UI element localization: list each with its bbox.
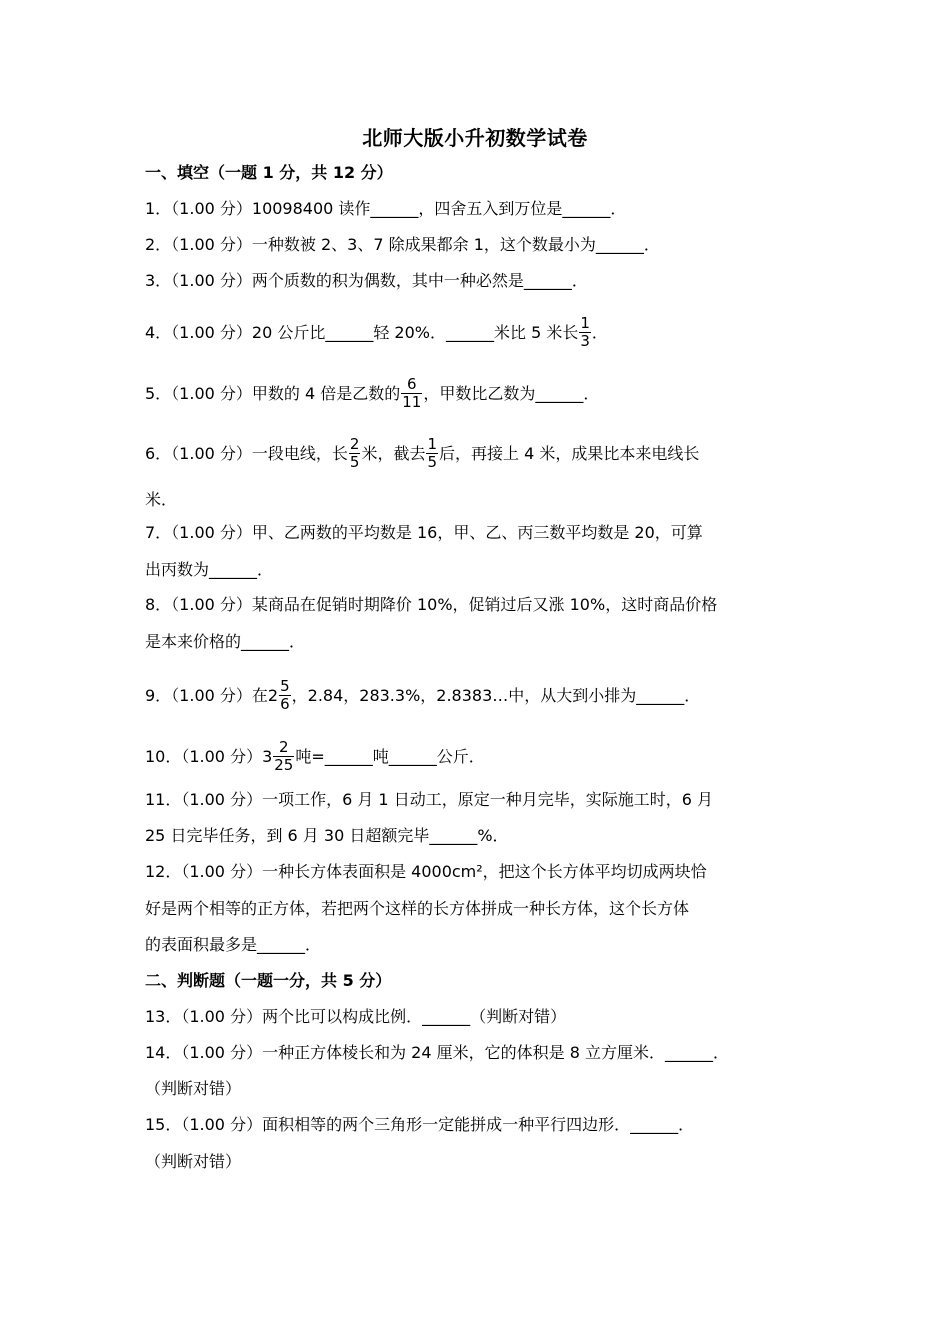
question-14-continued: （判断对错）	[145, 1079, 242, 1098]
question-9-text-b: ，2.84，283.3%，2.8383…中，从大到小排为______．	[291, 686, 701, 705]
mixed-number-whole: 2	[267, 686, 279, 705]
fraction-numerator: 2	[349, 435, 360, 453]
page-title: 北师大版小升初数学试卷	[362, 126, 588, 150]
fraction	[349, 436, 361, 471]
question-12-continued: 好是两个相等的正方体，若把两个这样的长方体拼成一种长方体，这个长方体	[145, 899, 690, 918]
fraction	[401, 376, 422, 411]
question-10-text-b: 吨=______吨______公斤．	[295, 747, 485, 766]
fraction-denominator: 11	[402, 393, 422, 411]
fraction-denominator: 25	[274, 756, 294, 774]
question-8-continued: 是本来价格的______．	[145, 632, 306, 651]
fraction-denominator: 5	[349, 453, 360, 471]
section-heading-fill-in: 一、填空（一题 1 分，共 12 分）	[145, 163, 393, 182]
fraction	[273, 739, 294, 774]
question-7-continued: 出丙数为______．	[145, 560, 274, 579]
question-4	[145, 316, 608, 351]
question-6-text-b: 米，截去	[361, 444, 426, 463]
question-5-text-a: 5．（1.00 分）甲数的 4 倍是乙数的	[145, 384, 401, 403]
question-14: 14．（1.00 分）一种正方体棱长和为 24 厘米，它的体积是 8 立方厘米．______．	[145, 1043, 729, 1062]
question-10-text-a: 10．（1.00 分）	[145, 747, 263, 766]
mixed-number-whole: 3	[262, 747, 273, 766]
question-12: 12．（1.00 分）一种长方体表面积是 4000cm²，把这个长方体平均切成两块恰	[145, 862, 707, 881]
fraction	[279, 678, 291, 713]
question-4-text-a: 4．（1.00 分）20 公斤比______轻 20%．______米比 5 米长	[145, 323, 579, 342]
question-10	[145, 740, 485, 775]
question-11: 11．（1.00 分）一项工作，6 月 1 日动工，原定一种月完毕，实际施工时，6 月	[145, 790, 713, 809]
question-12-continued: 的表面积最多是______．	[145, 935, 322, 954]
question-6-text-c: 后，再接上 4 米，成果比本来电线长	[439, 444, 700, 463]
question-2: 2．（1.00 分）一种数被 2、3、7 除成果都余 1，这个数最小为______．	[145, 235, 660, 254]
question-5-text-b: ，甲数比乙数为______．	[423, 384, 600, 403]
question-4-text-b: ．	[591, 323, 608, 342]
question-1: 1．（1.00 分）10098400 读作______，四舍五入到万位是______．	[145, 199, 627, 218]
fraction-denominator: 3	[580, 332, 590, 350]
question-11-continued: 25 日完毕任务，到 6 月 30 日超额完毕______%．	[145, 826, 509, 845]
question-6-continued: 米．	[145, 490, 178, 509]
fraction	[579, 315, 591, 350]
question-6	[145, 437, 699, 472]
question-15-continued: （判断对错）	[145, 1152, 242, 1171]
fraction-numerator: 1	[580, 314, 590, 332]
fraction	[426, 436, 438, 471]
fraction-numerator: 1	[427, 435, 438, 453]
fraction-numerator: 2	[273, 739, 294, 757]
question-13: 13．（1.00 分）两个比可以构成比例．______（判断对错）	[145, 1007, 567, 1026]
fraction-numerator: 5	[280, 677, 290, 695]
question-9-text-a: 9．（1.00 分）在	[145, 686, 268, 705]
section-heading-true-false: 二、判断题（一题一分，共 5 分）	[145, 971, 392, 990]
fraction-denominator: 5	[427, 453, 438, 471]
question-5	[145, 377, 599, 412]
question-6-text-a: 6．（1.00 分）一段电线，长	[145, 444, 348, 463]
question-8: 8．（1.00 分）某商品在促销时期降价 10%，促销过后又涨 10%，这时商品价格	[145, 595, 718, 614]
question-15: 15．（1.00 分）面积相等的两个三角形一定能拼成一种平行四边形．______．	[145, 1115, 695, 1134]
question-7: 7．（1.00 分）甲、乙两数的平均数是 16，甲、乙、丙三数平均数是 20，可算	[145, 523, 703, 542]
question-3: 3．（1.00 分）两个质数的积为偶数，其中一种必然是______．	[145, 271, 588, 290]
fraction-denominator: 6	[280, 695, 290, 713]
fraction-numerator: 6	[401, 376, 422, 394]
question-9	[145, 679, 700, 714]
